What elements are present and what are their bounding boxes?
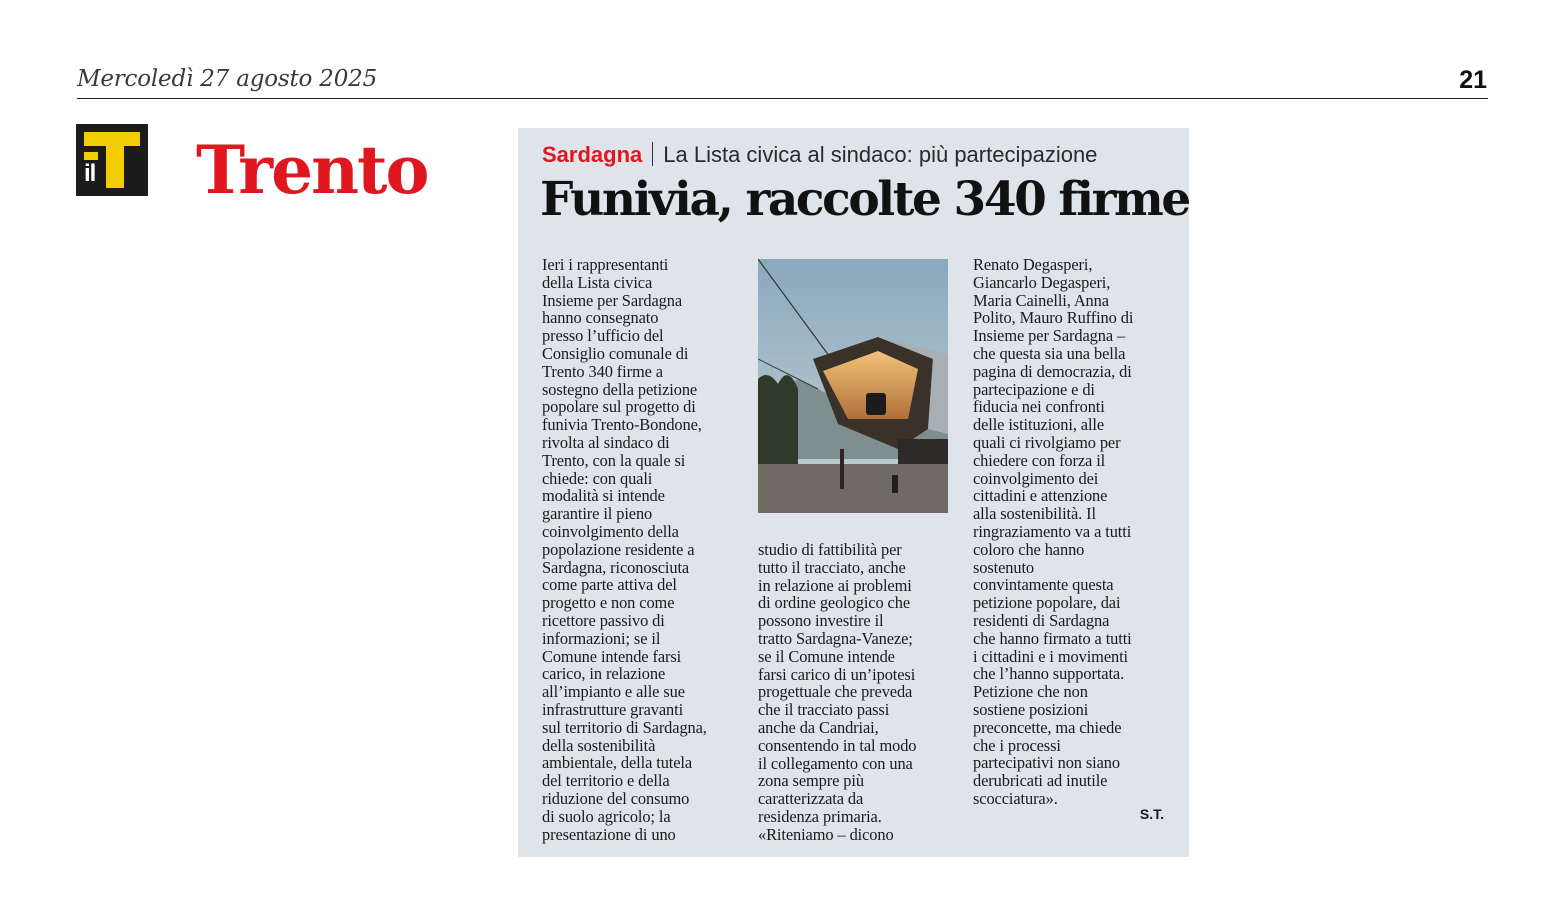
logo-text: il xyxy=(84,160,96,187)
publication-date: Mercoledì 27 agosto 2025 xyxy=(77,66,378,92)
cable-car-station-photo xyxy=(758,259,948,513)
kicker-subtitle: La Lista civica al sindaco: più partecipazione xyxy=(663,142,1098,167)
article-column-1: Ieri i rappresentanti della Lista civica Insieme per Sardagna hanno consegnato presso l’ufficio del Consiglio comunale di Trento 340 firme a sostegno della petizione popolare sul progetto di funivia Trento-Bondone, rivolta al sindaco di Trento, con la quale si chiede: con quali modalità si intende garantire il pieno coinvolgimento della popolazione residente a Sardagna, riconosciuta come parte attiva del progetto e non come ricettore passivo di informazioni; se il Comune intende farsi carico, in relazione all’impianto e alle sue infrastrutture gravanti sul territorio di Sardagna, della sostenibilità ambientale, della tutela del territorio e della riduzione del consumo di suolo agricolo; la presentazione di uno xyxy=(542,255,707,844)
section-title: Trento xyxy=(196,131,428,209)
logo-bar-dot xyxy=(84,152,98,160)
kicker-tag: Sardagna xyxy=(542,142,643,167)
article-box xyxy=(518,128,1189,857)
kicker-separator xyxy=(652,142,653,166)
page-number: 21 xyxy=(1459,66,1487,94)
article-column-3: Renato Degasperi, Giancarlo Degasperi, Maria Cainelli, Anna Polito, Mauro Ruffino di Insieme per Sardagna – che questa sia una bella pagina di democrazia, di partecipazione e di fiducia nei confronti delle istituzioni, alle quali ci rivolgiamo per chiedere con forza il coinvolgimento dei cittadini e attenzione alla sostenibilità. Il ringraziamento va a tutti coloro che hanno sostenuto convintamente questa petizione popolare, dai residenti di Sardagna che hanno firmato a tutti i cittadini e i movimenti che l’hanno supportata. Petizione che non sostiene posizioni preconcette, ma chiede che i processi partecipativi non siano derubricati ad inutile scocciatura». xyxy=(973,255,1134,808)
article-byline: S.T. xyxy=(1139,806,1164,822)
article-column-2: studio di fattibilità per tutto il tracciato, anche in relazione ai problemi di ordine geologico che possono investire il tratto Sardagna-Vaneze; se il Comune intende farsi carico di un’ipotesi progettuale che preveda che il tracciato passi anche da Candriai, consentendo in tal modo il collegamento con una zona sempre più caratterizzata da residenza primaria. «Riteniamo – dicono xyxy=(758,540,917,844)
article-kicker xyxy=(542,140,1097,170)
newspaper-logo xyxy=(76,124,148,196)
logo-bar-stem xyxy=(106,132,124,188)
article-headline: Funivia, raccolte 340 firme xyxy=(540,172,1189,227)
header-divider xyxy=(77,98,1488,99)
